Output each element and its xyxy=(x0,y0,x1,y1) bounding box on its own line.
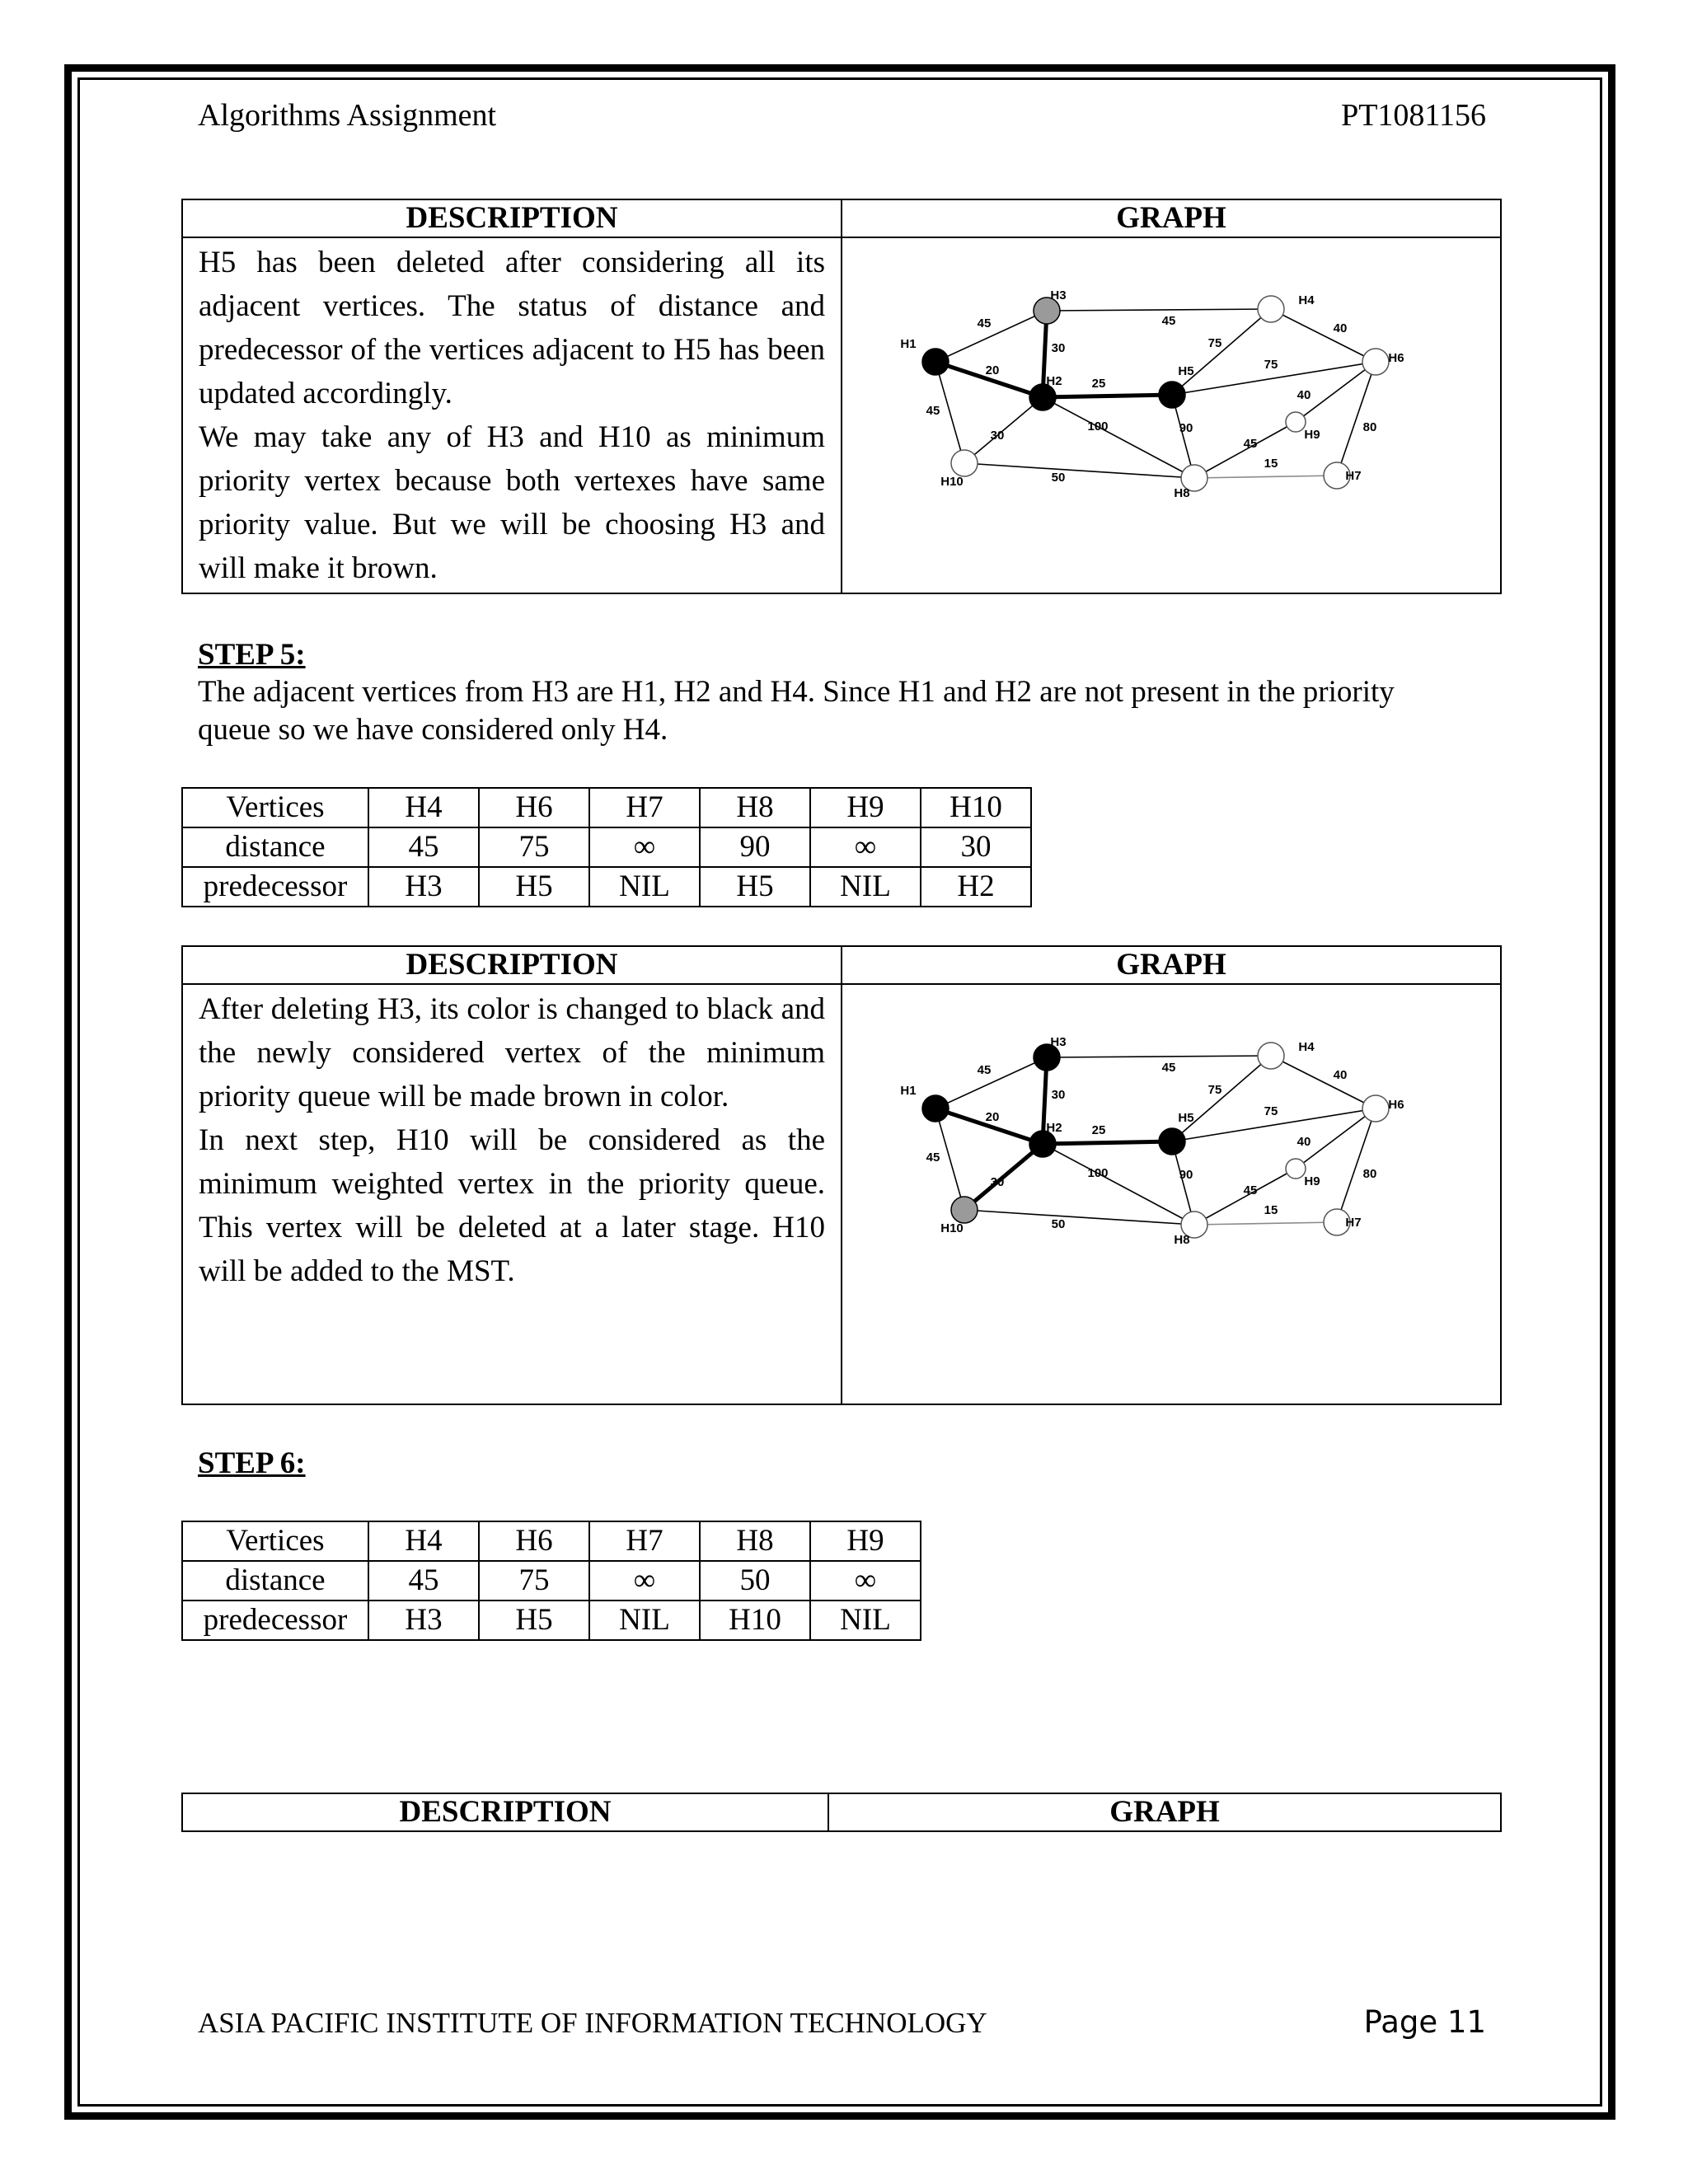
description-header: DESCRIPTION xyxy=(182,199,842,237)
edge-weight-label: 15 xyxy=(1264,457,1278,471)
description-header: DESCRIPTION xyxy=(182,946,842,984)
edge-weight-label: 75 xyxy=(1207,336,1222,350)
edge-h2-h8 xyxy=(1043,397,1194,478)
step-6-table xyxy=(181,1521,921,1641)
description-table-3 xyxy=(181,1793,1502,1832)
graph-header: GRAPH xyxy=(842,946,1501,984)
node-h10 xyxy=(951,1197,978,1223)
edge-weight-label: 45 xyxy=(926,1151,940,1165)
node-h1 xyxy=(922,1095,949,1122)
edge-weight-label: 90 xyxy=(1179,1168,1193,1182)
edge-h3-h4 xyxy=(1047,309,1271,311)
edge-weight-label: 30 xyxy=(990,1175,1005,1189)
node-label: H4 xyxy=(1298,293,1315,307)
distance-cell: 90 xyxy=(700,827,810,867)
row-label: predecessor xyxy=(182,867,368,907)
step-6-heading: STEP 6: xyxy=(198,1446,306,1480)
distance-cell: ∞ xyxy=(810,1561,921,1601)
node-h5 xyxy=(1159,1128,1185,1155)
edge-weight-label: 90 xyxy=(1179,421,1193,435)
vertex-cell: H10 xyxy=(921,788,1031,827)
footer-institute: ASIA PACIFIC INSTITUTE OF INFORMATION TECHNOLOGY xyxy=(198,2007,987,2039)
edge-h10-h8 xyxy=(964,1210,1194,1225)
predecessor-cell: H5 xyxy=(479,867,589,907)
edge-weight-label: 80 xyxy=(1362,420,1377,434)
row-label: Vertices xyxy=(182,1521,368,1561)
node-label: H9 xyxy=(1304,1174,1320,1188)
edge-h4-h6 xyxy=(1271,309,1376,362)
node-label: H5 xyxy=(1178,364,1194,378)
node-label: H1 xyxy=(900,1084,917,1098)
node-label: H5 xyxy=(1178,1111,1194,1125)
node-label: H8 xyxy=(1174,486,1190,500)
edge-h4-h6 xyxy=(1271,1056,1376,1108)
graph-header: GRAPH xyxy=(828,1793,1501,1831)
edge-h8-h7 xyxy=(1194,1222,1337,1225)
description-header: DESCRIPTION xyxy=(182,1793,828,1831)
edge-weight-label: 25 xyxy=(1091,377,1106,391)
distance-cell: ∞ xyxy=(589,1561,700,1601)
node-h9 xyxy=(1286,1159,1306,1179)
node-h10 xyxy=(951,450,978,476)
distance-cell: ∞ xyxy=(589,827,700,867)
vertex-cell: H9 xyxy=(810,1521,921,1561)
node-label: H8 xyxy=(1174,1233,1190,1247)
edge-weight-label: 80 xyxy=(1362,1167,1377,1181)
node-label: H10 xyxy=(940,1221,964,1235)
edge-weight-label: 45 xyxy=(977,1063,992,1077)
distance-cell: 75 xyxy=(479,1561,589,1601)
edge-weight-label: 50 xyxy=(1051,471,1066,485)
step-5-table xyxy=(181,787,1032,907)
vertex-cell: H6 xyxy=(479,1521,589,1561)
node-label: H7 xyxy=(1345,1216,1362,1230)
predecessor-cell: NIL xyxy=(810,1601,921,1640)
edge-weight-label: 40 xyxy=(1296,388,1311,402)
edge-weight-label: 45 xyxy=(1161,314,1176,328)
vertex-cell: H8 xyxy=(700,1521,810,1561)
edge-h1-h3 xyxy=(935,1057,1047,1108)
row-label: distance xyxy=(182,827,368,867)
distance-cell: 50 xyxy=(700,1561,810,1601)
row-label: predecessor xyxy=(182,1601,368,1640)
edge-h10-h8 xyxy=(964,463,1194,478)
edge-weight-label: 25 xyxy=(1091,1123,1106,1137)
edge-h8-h7 xyxy=(1194,476,1337,478)
edge-weight-label: 75 xyxy=(1207,1083,1222,1097)
node-label: H4 xyxy=(1298,1040,1315,1054)
edge-weight-label: 40 xyxy=(1296,1135,1311,1149)
predecessor-cell: H3 xyxy=(368,867,479,907)
node-h5 xyxy=(1159,382,1185,408)
node-label: H6 xyxy=(1388,351,1404,365)
edge-weight-label: 100 xyxy=(1087,1166,1109,1180)
edge-h2-h5 xyxy=(1043,1141,1172,1144)
node-label: H6 xyxy=(1388,1098,1404,1112)
node-h4 xyxy=(1258,296,1284,322)
distance-cell: 45 xyxy=(368,827,479,867)
distance-cell: ∞ xyxy=(810,827,921,867)
step-5-heading: STEP 5: xyxy=(198,638,306,672)
predecessor-cell: H2 xyxy=(921,867,1031,907)
edge-weight-label: 75 xyxy=(1264,358,1278,372)
predecessor-cell: NIL xyxy=(589,1601,700,1640)
description-paragraph: We may take any of H3 and H10 as minimum priority vertex because both vertexes have same priority value. But we will be choosing H3 and will make it brown. xyxy=(199,420,825,585)
description-text xyxy=(184,986,840,1293)
distance-cell: 75 xyxy=(479,827,589,867)
description-text xyxy=(184,239,840,590)
node-h4 xyxy=(1258,1043,1284,1069)
distance-cell: 45 xyxy=(368,1561,479,1601)
vertex-cell: H8 xyxy=(700,788,810,827)
row-label: distance xyxy=(182,1561,368,1601)
row-label: Vertices xyxy=(182,788,368,827)
edge-weight-label: 20 xyxy=(985,363,1000,377)
header-id: PT1081156 xyxy=(1341,98,1486,133)
edge-h4-h5 xyxy=(1172,309,1271,395)
description-table-2 xyxy=(181,945,1502,1405)
description-paragraph: H5 has been deleted after considering all its adjacent vertices. The status of distance and predecessor of the vertices adjacent to H5 has been updated accordingly. xyxy=(199,246,825,410)
edge-weight-label: 20 xyxy=(985,1110,1000,1124)
edge-h2-h5 xyxy=(1043,395,1172,397)
node-label: H9 xyxy=(1304,428,1320,442)
node-label: H2 xyxy=(1046,374,1062,388)
graph-diagram xyxy=(842,238,1500,593)
node-label: H2 xyxy=(1046,1121,1062,1135)
footer-page-number: Page 11 xyxy=(1363,2004,1486,2040)
node-label: H1 xyxy=(900,337,917,351)
edge-h4-h5 xyxy=(1172,1056,1271,1141)
predecessor-cell: H3 xyxy=(368,1601,479,1640)
edge-weight-label: 75 xyxy=(1264,1104,1278,1118)
predecessor-cell: NIL xyxy=(810,867,921,907)
description-paragraph: After deleting H3, its color is changed to black and the newly considered vertex of the minimum priority queue will be made brown in color. xyxy=(199,992,825,1113)
node-h6 xyxy=(1362,1095,1389,1122)
predecessor-cell: NIL xyxy=(589,867,700,907)
edge-h3-h4 xyxy=(1047,1056,1271,1057)
predecessor-cell: H5 xyxy=(700,867,810,907)
edge-weight-label: 40 xyxy=(1333,1068,1348,1082)
edge-weight-label: 45 xyxy=(977,316,992,330)
predecessor-cell: H10 xyxy=(700,1601,810,1640)
node-h6 xyxy=(1362,349,1389,375)
vertex-cell: H4 xyxy=(368,1521,479,1561)
edge-h1-h3 xyxy=(935,311,1047,362)
step-5-text: The adjacent vertices from H3 are H1, H2 and H4. Since H1 and H2 are not present in the priority queue so we have considered only H4. xyxy=(198,675,1395,747)
graph-diagram xyxy=(842,985,1500,1404)
node-label: H3 xyxy=(1050,1035,1067,1049)
vertex-cell: H4 xyxy=(368,788,479,827)
node-h9 xyxy=(1286,412,1306,432)
header-title: Algorithms Assignment xyxy=(198,98,497,133)
edge-weight-label: 15 xyxy=(1264,1203,1278,1217)
edge-weight-label: 45 xyxy=(926,404,940,418)
edge-weight-label: 45 xyxy=(1161,1061,1176,1075)
edge-h2-h8 xyxy=(1043,1144,1194,1225)
edge-weight-label: 30 xyxy=(1051,1088,1066,1102)
description-table-1 xyxy=(181,199,1502,594)
vertex-cell: H7 xyxy=(589,1521,700,1561)
vertex-cell: H7 xyxy=(589,788,700,827)
distance-cell: 30 xyxy=(921,827,1031,867)
edge-h6-h7 xyxy=(1337,1108,1376,1222)
edge-weight-label: 30 xyxy=(1051,341,1066,355)
predecessor-cell: H5 xyxy=(479,1601,589,1640)
graph-header: GRAPH xyxy=(842,199,1501,237)
edge-weight-label: 45 xyxy=(1243,437,1258,451)
description-paragraph: In next step, H10 will be considered as the minimum weighted vertex in the priority queue. This vertex will be deleted at a later stage. H10 will be added to the MST. xyxy=(199,1123,825,1288)
vertex-cell: H6 xyxy=(479,788,589,827)
edge-weight-label: 50 xyxy=(1051,1217,1066,1231)
edge-weight-label: 100 xyxy=(1087,419,1109,434)
edge-h6-h7 xyxy=(1337,362,1376,476)
vertex-cell: H9 xyxy=(810,788,921,827)
node-label: H10 xyxy=(940,475,964,489)
node-h1 xyxy=(922,349,949,375)
edge-weight-label: 30 xyxy=(990,429,1005,443)
edge-weight-label: 40 xyxy=(1333,321,1348,335)
node-label: H7 xyxy=(1345,469,1362,483)
node-label: H3 xyxy=(1050,288,1067,302)
edge-weight-label: 45 xyxy=(1243,1183,1258,1197)
